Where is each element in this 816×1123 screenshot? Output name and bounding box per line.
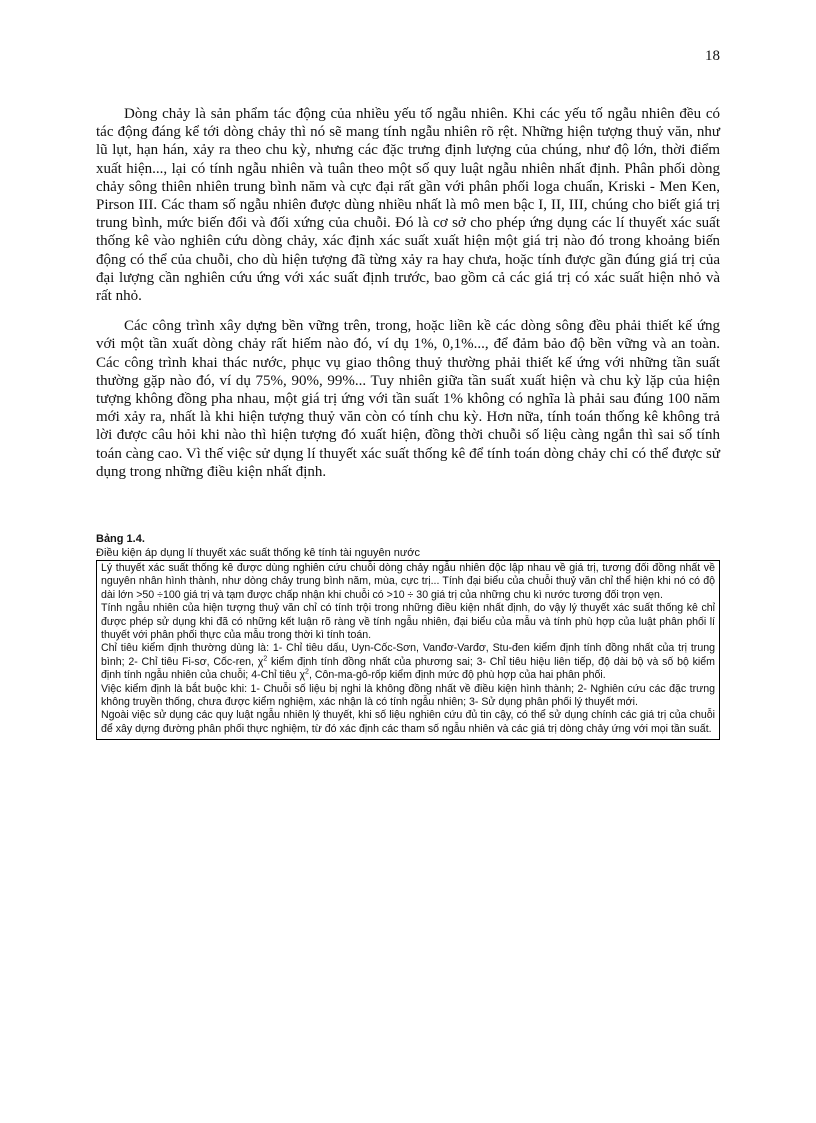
table-entry-2: Tính ngẫu nhiên của hiện tượng thuỷ văn chỉ có tính trội trong những điều kiện nhất định, do vậy lý thuyết xác suất thống kê chỉ được phép sử dụng khi đã có những kết luận rõ ràng về tính ngẫu nhiên, đại biểu của mẫu và tính phù hợp của luật phân phối lí thuyết với phân phối thực của mẫu trong thời kì tính toán.: [101, 602, 715, 642]
table-entry-4: Việc kiểm định là bắt buộc khi: 1- Chuỗi số liệu bị nghi là không đồng nhất về điều kiện hình thành; 2- Nghiên cứu các đặc trưng không truyền thống, chưa được kiểm nghiệm, xác nhận là có tính ngẫu nhiên; 3- Sử dụng phân phối lý thuyết mới.: [101, 682, 715, 709]
table-box: [96, 560, 720, 740]
table-entry-3: [101, 642, 715, 682]
body-text: [96, 105, 720, 493]
table-entry-3-part-2: kiểm định tính đồng nhất của phương sai; 3- Chỉ tiêu hiệu liên tiếp, độ dài bộ và số bộ kiểm định tính ngẫu nhiên của chuỗi; 4-Chỉ tiêu χ: [101, 655, 715, 682]
paragraph-1: Dòng chảy là sản phẩm tác động của nhiều yếu tố ngẫu nhiên. Khi các yếu tố ngẫu nhiên đều có tác động đáng kể tới dòng chảy thì nó sẽ mang tính ngẫu nhiên rõ rệt. Những hiện tượng thuỷ văn, như lũ lụt, hạn hán, xảy ra theo chu kỳ, nhưng các đặc trưng định lượng của chúng, như độ lớn, thời điểm xuất hiện..., lại có tính ngẫu nhiên và tuân theo một số quy luật ngẫu nhiên nhất định. Phân phối dòng chảy sông thiên nhiên trung bình năm và cực đại rất gần với phân phối loga chuẩn, Kriski - Men Ken, Pirson III. Các tham số ngẫu nhiên được dùng nhiều nhất là mô men bậc I, II, III, chúng cho biết giá trị trung bình, mức biến đổi và đối xứng của chuỗi. Đó là cơ sở cho phép ứng dụng các lí thuyết xác suất thống kê vào nghiên cứu dòng chảy, xác định xác suất xuất hiện một giá trị nào đó trong khoảng biến động có thể của chuỗi, cho dù hiện tượng đã từng xảy ra hay chưa, hoặc tính được gần đúng giá trị của đại lượng cần nghiên cứu ứng với xác suất định trước, bao gồm cả các giá trị có xác suất hiện nhỏ và rất nhỏ.: [96, 106, 720, 305]
table-1-4: [96, 532, 720, 740]
table-entry-3-part-1: Chỉ tiêu kiểm định thường dùng là: 1- Chỉ tiêu dấu, Uyn-Cốc-Sơn, Vanđơ-Varđơ, Stu-đen kiểm định tính đồng nhất của trị trung bình; 2- Chỉ tiêu Fi-sơ, Cốc-ren, χ: [101, 642, 715, 668]
table-label: Bảng 1.4.: [96, 533, 145, 545]
table-entry-5: Ngoài việc sử dụng các quy luật ngẫu nhiên lý thuyết, khi số liệu nghiên cứu đủ tin cậy, có thể sử dụng chính các giá trị của chuỗi để xây dựng đường phân phối thực nghiệm, từ đó xác định các tham số ngẫu nhiên và các giá trị dòng chảy ứng với mọi tần suất.: [101, 709, 715, 735]
table-entry-1: Lý thuyết xác suất thống kê được dùng nghiên cứu chuỗi dòng chảy ngẫu nhiên độc lập nhau về giá trị, tương đối đồng nhất về nguyên nhân hình thành, như dòng chảy trung bình năm, mùa, cực trị... Tính đại biểu của chuỗi thuỷ văn chỉ thể hiện khi nó có độ dài lớn >50 ÷100 giá trị và tạm được chấp nhận khi chuỗi có >10 ÷ 30 giá trị của những chu kì nước tương đối trọn vẹn.: [101, 562, 715, 601]
superscript-2: 2: [263, 655, 268, 663]
table-entry-3-part-3: , Côn-ma-gô-rốp kiểm định mức độ phù hợp của hai phân phối.: [308, 669, 606, 682]
paragraph-2: Các công trình xây dựng bền vững trên, trong, hoặc liền kề các dòng sông đều phải thiết kế ứng với một tần xuất dòng chảy rất hiếm nào đó, ví dụ 1%, 0,1%..., để đảm bảo độ bền vững và an toàn. Các công trình khai thác nước, phục vụ giao thông thuỷ thường phải thiết kế ứng với những tần suất thường gặp nào đó, ví dụ 75%, 90%, 99%... Tuy nhiên giữa tần suất xuất hiện và chu kỳ lặp của hiện tượng không đồng pha nhau, một giá trị ứng với tần suất 1% không có nghĩa là phải sau đúng 100 năm mới xảy ra, nhất là khi hiện tượng thuỷ văn còn có tính chu kỳ. Hơn nữa, tính toán thống kê không trả lời được câu hỏi khi nào thì hiện tượng đó xuất hiện, đồng thời chuỗi số liệu càng ngắn thì sai số tính toán càng cao. Vì thế việc sử dụng lí thuyết xác suất thống kê để tính toán dòng chảy chỉ có thể được sử dụng trong những điều kiện nhất định.: [96, 318, 720, 480]
page-number: 18: [705, 48, 720, 64]
table-caption: Điều kiện áp dụng lí thuyết xác suất thống kê tính tài nguyên nước: [96, 547, 421, 559]
superscript-2: 2: [305, 668, 309, 676]
